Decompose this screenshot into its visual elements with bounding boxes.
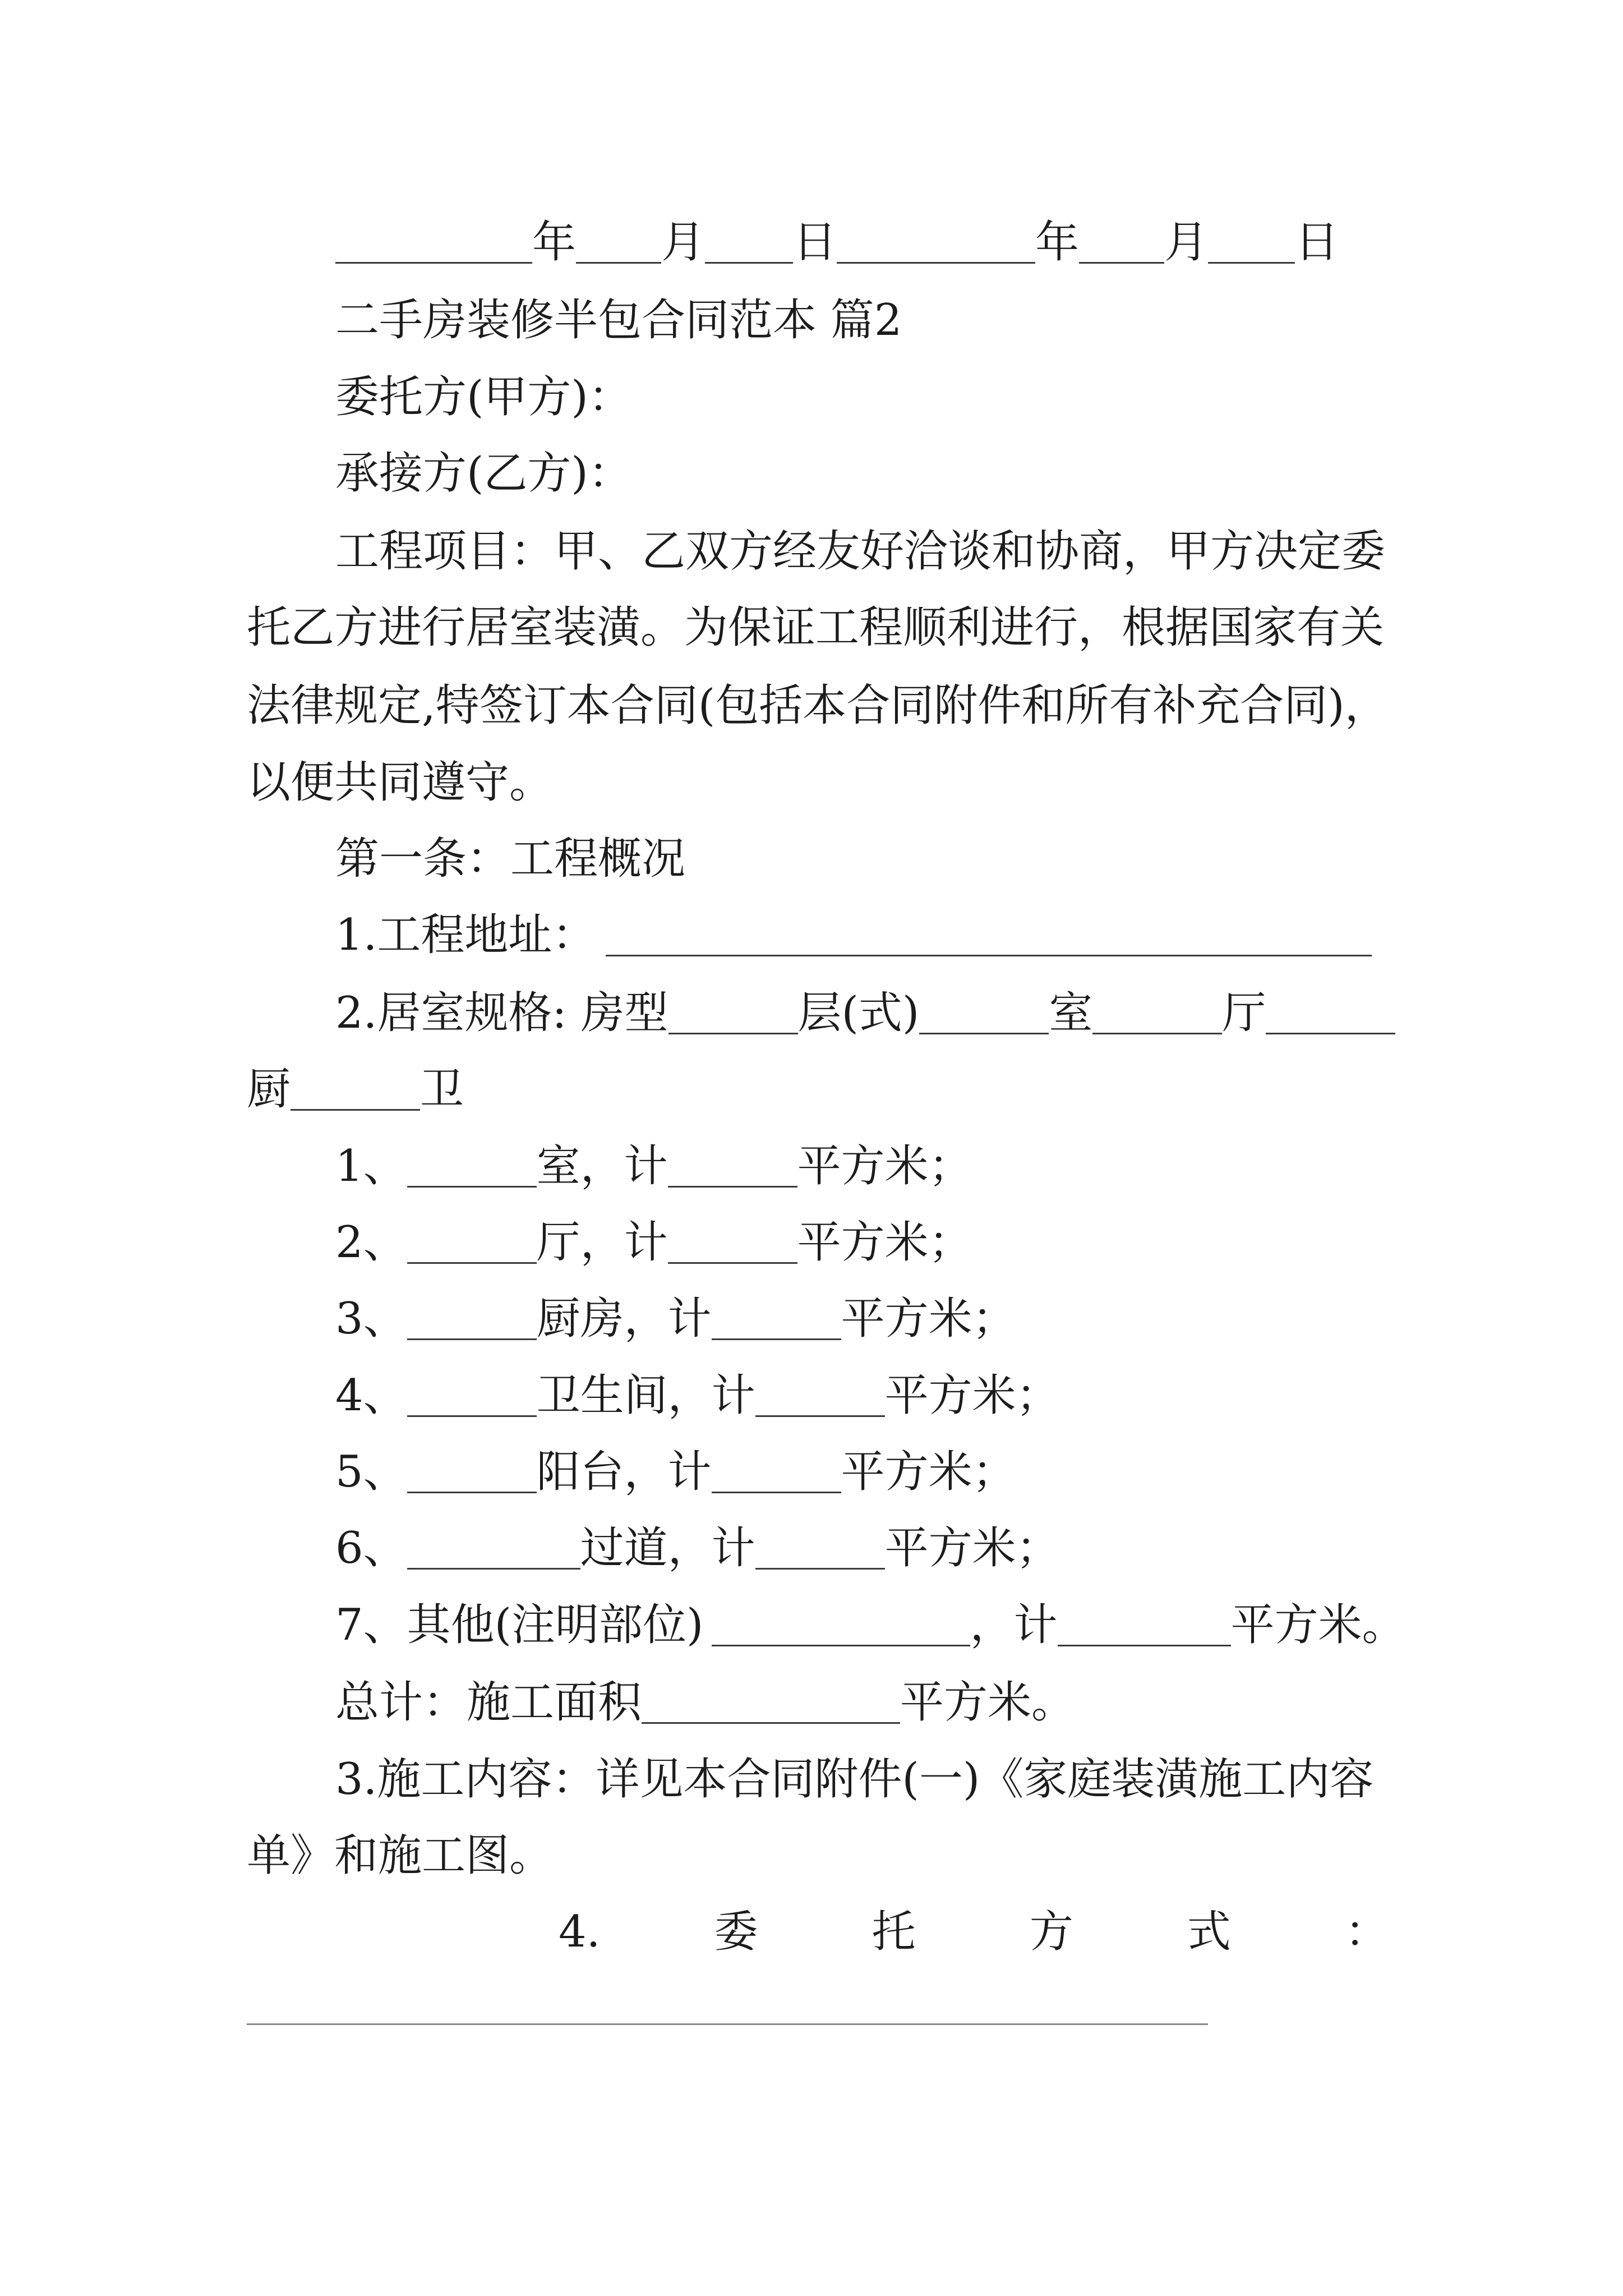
area-item: [335, 1444, 1016, 1500]
first-month-blank: [576, 222, 661, 264]
area-count-blank: [407, 1375, 537, 1417]
room-label: 室: [1049, 988, 1093, 1038]
article-heading-text: 第一条：工程概况: [335, 834, 686, 884]
contractor-party-label: 承接方(乙方)：: [335, 448, 632, 499]
area-unit: 平方米；: [884, 1370, 1060, 1421]
area-size-blank: [755, 1375, 885, 1417]
preamble-text: 工程项目：甲、乙双方经友好洽谈和协商，甲方决定委: [335, 526, 1386, 577]
area-unit: 平方米；: [797, 1217, 972, 1268]
first-year-blank: [335, 222, 532, 264]
client-party-label: 委托方(甲方)：: [335, 372, 632, 422]
area-count-blank: [407, 1451, 537, 1493]
preamble-line: [247, 754, 553, 811]
area-size-blank: [668, 1222, 797, 1264]
floor-blank: [919, 992, 1049, 1034]
second-year-label: 年: [1035, 217, 1080, 268]
other-area-label: 7、其他(注明部位): [335, 1600, 704, 1650]
preamble-text: 以便共同遵守。: [247, 757, 554, 808]
hall-label: 厅: [1222, 988, 1266, 1038]
other-area-count-label: ，计: [970, 1600, 1058, 1650]
area-size-blank: [755, 1527, 885, 1570]
area-count-blank: [407, 1222, 537, 1264]
commission-method-line: [559, 1904, 1389, 1960]
second-day-blank: [1208, 222, 1295, 264]
area-number: 4、: [335, 1370, 407, 1421]
area-item: [335, 1368, 1060, 1424]
preamble-text: 托乙方进行居室装潢。为保证工程顺利进行，根据国家有关: [247, 602, 1385, 653]
area-number: 3、: [335, 1294, 407, 1344]
area-count-blank: [407, 1298, 537, 1340]
area-item: [335, 1138, 972, 1194]
other-area-location-blank: [712, 1604, 970, 1646]
area-space: 厨房: [536, 1294, 624, 1344]
bath-label: 卫: [420, 1064, 464, 1115]
area-size-blank: [712, 1298, 841, 1340]
area-count-label: ，计: [580, 1217, 668, 1268]
address-blank: [606, 914, 1372, 956]
other-area-item: [335, 1597, 1406, 1653]
area-count-label: ，计: [667, 1523, 755, 1573]
preamble-line: [247, 678, 1389, 734]
floor-label: 层(式): [797, 988, 920, 1038]
room-blank: [1092, 992, 1222, 1034]
area-number: 1、: [335, 1141, 407, 1191]
layout-spec-line: [335, 985, 1395, 1041]
area-item: [335, 1291, 1016, 1347]
address-line: [335, 907, 1372, 963]
commission-method-token: 4.: [559, 1907, 601, 1957]
signature-date-line: [335, 214, 1339, 270]
area-space: 过道: [580, 1523, 668, 1573]
house-type-blank: [668, 992, 798, 1034]
address-label: 1.工程地址：: [335, 910, 596, 960]
area-unit: 平方米；: [841, 1294, 1016, 1344]
client-party-line: [335, 369, 632, 425]
area-number: 6、: [335, 1523, 407, 1573]
second-day-label: 日: [1295, 217, 1339, 268]
area-count-label: ，计: [624, 1294, 712, 1344]
commission-method-token: 托: [872, 1907, 916, 1957]
area-size-blank: [668, 1145, 797, 1188]
preamble-line: [247, 600, 1384, 656]
area-size-blank: [712, 1451, 841, 1493]
total-area-blank: [642, 1682, 900, 1724]
total-area-label: 总计：施工面积: [335, 1677, 642, 1728]
commission-method-token: 方: [1029, 1907, 1073, 1957]
area-count-label: ，计: [624, 1447, 712, 1497]
second-month-label: 月: [1164, 217, 1209, 268]
area-unit: 平方米；: [797, 1141, 972, 1191]
contract-title-text: 二手房装修半包合同范本 篇2: [335, 295, 902, 346]
area-space: 厅: [536, 1217, 580, 1268]
contractor-party-line: [335, 445, 632, 501]
scope-text: 单》和施工图。: [247, 1830, 554, 1881]
commission-method-token: 式: [1187, 1907, 1231, 1957]
first-day-label: 日: [793, 217, 837, 268]
second-year-blank: [837, 222, 1035, 264]
preamble-line: [335, 523, 1385, 579]
area-space: 卫生间: [536, 1370, 668, 1421]
layout-spec-prefix: 2.居室规格: 房型: [335, 988, 668, 1038]
scope-line: [247, 1828, 553, 1884]
area-count-label: ，计: [580, 1141, 668, 1191]
commission-method-token: ：: [1344, 1907, 1389, 1957]
layout-spec-line: [247, 1061, 464, 1117]
area-space: 阳台: [536, 1447, 624, 1497]
area-item: [335, 1214, 972, 1271]
kitchen-blank: [291, 1069, 420, 1111]
scope-text: 3.施工内容：详见本合同附件(一)《家庭装潢施工内容: [335, 1754, 1374, 1805]
area-unit: 平方米；: [841, 1447, 1016, 1497]
kitchen-label: 厨: [247, 1064, 291, 1115]
area-number: 5、: [335, 1447, 407, 1497]
first-month-label: 月: [661, 217, 706, 268]
other-area-unit: 平方米。: [1230, 1600, 1406, 1650]
first-day-blank: [705, 222, 793, 264]
article-heading: [335, 831, 685, 887]
scope-line: [335, 1751, 1373, 1807]
first-year-label: 年: [532, 217, 577, 268]
second-month-blank: [1079, 222, 1164, 264]
area-unit: 平方米；: [884, 1523, 1060, 1573]
area-count-blank: [407, 1145, 537, 1188]
hall-blank: [1266, 992, 1395, 1034]
area-space: 室: [536, 1141, 580, 1191]
total-area-line: [335, 1674, 1075, 1731]
other-area-size-blank: [1058, 1604, 1231, 1646]
commission-method-token: 委: [714, 1907, 758, 1957]
total-area-unit: 平方米。: [900, 1677, 1076, 1728]
area-item: [335, 1520, 1060, 1576]
contract-title: [335, 292, 902, 348]
area-count-blank: [407, 1527, 580, 1570]
area-number: 2、: [335, 1217, 407, 1268]
area-count-label: ，计: [667, 1370, 755, 1421]
commission-method-blank: [247, 2023, 1208, 2025]
preamble-text: 法律规定,特签订本合同(包括本合同附件和所有补充合同)，: [247, 680, 1389, 731]
